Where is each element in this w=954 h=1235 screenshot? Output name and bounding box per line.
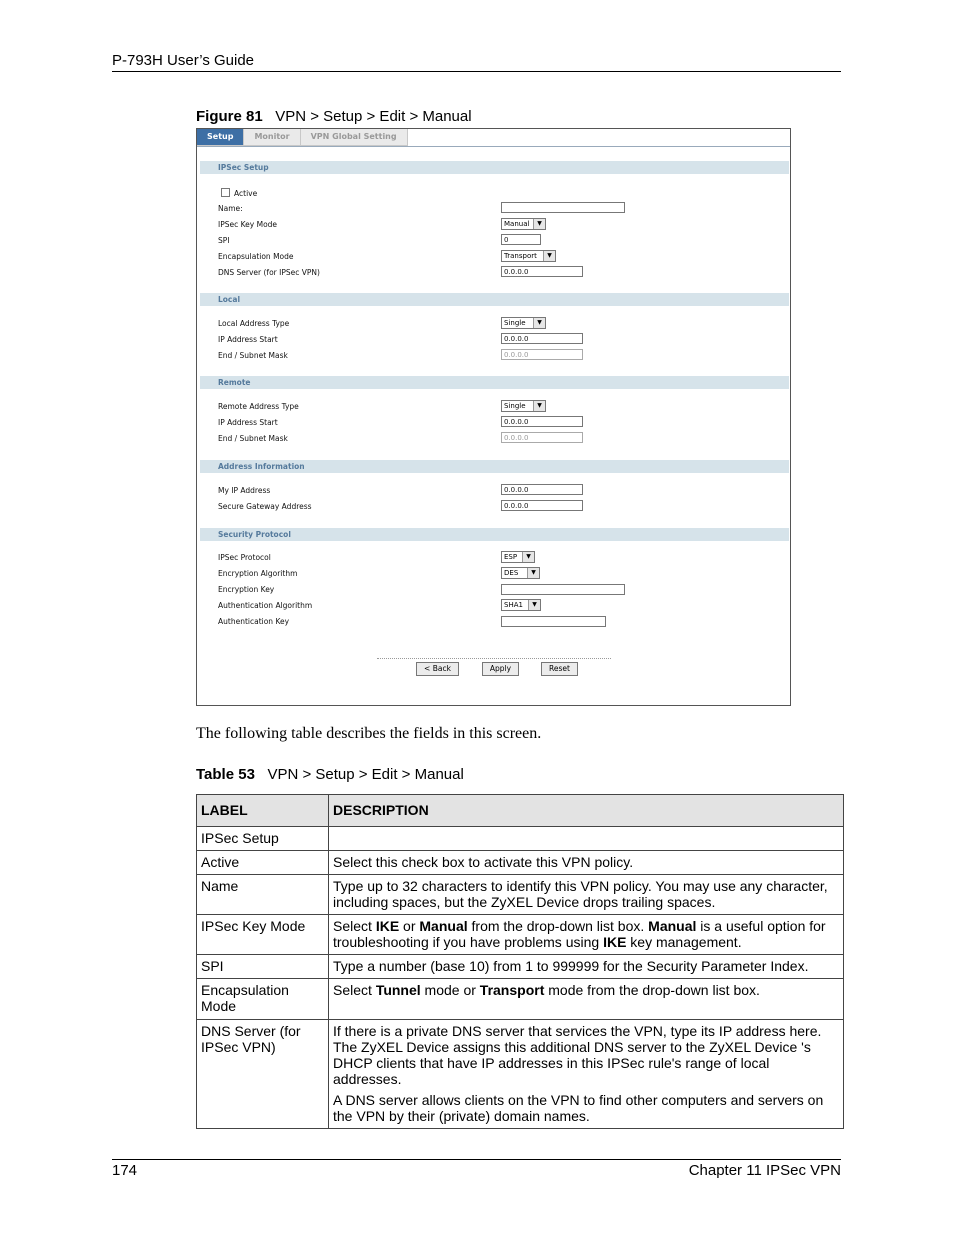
table-row bbox=[197, 979, 844, 1020]
local-address-type-select[interactable] bbox=[501, 317, 546, 329]
ipsec-protocol-label: IPSec Protocol bbox=[218, 553, 271, 562]
text-run: mode from the drop-down list box. bbox=[544, 982, 760, 998]
tab-bar bbox=[197, 129, 408, 146]
text-run: mode or bbox=[420, 982, 480, 998]
active-checkbox[interactable] bbox=[221, 188, 230, 197]
local-address-type-value: Single bbox=[504, 319, 526, 327]
table-row bbox=[197, 875, 844, 915]
section-address-information: Address Information bbox=[200, 460, 789, 473]
encapsulation-mode-label: Encapsulation Mode bbox=[218, 252, 294, 261]
tab-monitor[interactable]: Monitor bbox=[244, 129, 300, 146]
intro-text: The following table describes the fields in this screen. bbox=[196, 725, 542, 742]
table-header-row bbox=[197, 795, 844, 827]
remote-address-type-label: Remote Address Type bbox=[218, 402, 299, 411]
ipsec-protocol-select[interactable] bbox=[501, 551, 535, 563]
row-label: Encapsulation Mode bbox=[197, 979, 329, 1020]
encryption-algorithm-select[interactable] bbox=[501, 567, 540, 579]
section-security-protocol: Security Protocol bbox=[200, 528, 789, 541]
reset-button[interactable]: Reset bbox=[541, 662, 578, 676]
tab-vpn-global-setting[interactable]: VPN Global Setting bbox=[301, 129, 408, 146]
authentication-algorithm-label: Authentication Algorithm bbox=[218, 601, 313, 610]
description-paragraph: If there is a private DNS server that services the VPN, type its IP address here. The ZyXEL Device assigns this additional DNS server to the ZyXEL Device 's DHCP clients that have IP addresses in this IPSec rule's range of local addresses. bbox=[333, 1023, 822, 1087]
back-button[interactable]: < Back bbox=[416, 662, 459, 676]
description-paragraph: A DNS server allows clients on the VPN to find other computers and servers on the VPN by their (private) domain names. bbox=[333, 1092, 824, 1124]
remote-ip-start-input[interactable]: 0.0.0.0 bbox=[501, 416, 583, 427]
spi-label: SPI bbox=[218, 236, 230, 245]
chevron-down-icon: ▼ bbox=[533, 219, 545, 229]
figure-caption bbox=[196, 108, 472, 125]
local-address-type-label: Local Address Type bbox=[218, 319, 290, 328]
name-input[interactable] bbox=[501, 202, 625, 213]
ipsec-key-mode-label: IPSec Key Mode bbox=[218, 220, 278, 229]
description-table bbox=[196, 794, 844, 1129]
encryption-algorithm-value: DES bbox=[504, 569, 519, 577]
row-description bbox=[329, 979, 844, 1020]
apply-button[interactable]: Apply bbox=[482, 662, 519, 676]
active-label: Active bbox=[234, 189, 258, 198]
table-row bbox=[197, 915, 844, 955]
row-description bbox=[329, 827, 844, 851]
row-label: IPSec Setup bbox=[197, 827, 329, 851]
footer-rule bbox=[112, 1159, 841, 1160]
ipsec-key-mode-select[interactable] bbox=[501, 218, 546, 230]
authentication-key-label: Authentication Key bbox=[218, 617, 290, 626]
text-run: key management. bbox=[626, 934, 742, 950]
header-description: DESCRIPTION bbox=[329, 795, 844, 827]
my-ip-label: My IP Address bbox=[218, 486, 271, 495]
button-divider bbox=[377, 658, 611, 659]
encapsulation-mode-value: Transport bbox=[504, 252, 537, 260]
table-row bbox=[197, 827, 844, 851]
header-rule bbox=[112, 71, 841, 72]
row-description bbox=[329, 915, 844, 955]
dns-server-input[interactable]: 0.0.0.0 bbox=[501, 266, 583, 277]
figure-number: Figure 81 bbox=[196, 108, 263, 125]
section-remote: Remote bbox=[200, 376, 789, 389]
table-number: Table 53 bbox=[196, 766, 255, 783]
chapter-title: Chapter 11 IPSec VPN bbox=[688, 1162, 841, 1179]
row-description: Type up to 32 characters to identify this VPN policy. You may use any character, including spaces, but the ZyXEL Device drops trailing spaces. bbox=[329, 875, 844, 915]
ipsec-key-mode-value: Manual bbox=[504, 220, 530, 228]
remote-end-mask-input[interactable]: 0.0.0.0 bbox=[501, 432, 583, 443]
remote-end-mask-label: End / Subnet Mask bbox=[218, 434, 288, 443]
tab-divider bbox=[197, 146, 790, 147]
header-label: LABEL bbox=[197, 795, 329, 827]
text-run: Select bbox=[333, 982, 376, 998]
local-ip-start-label: IP Address Start bbox=[218, 335, 278, 344]
figure-title: VPN > Setup > Edit > Manual bbox=[275, 108, 472, 125]
guide-title: P-793H User’s Guide bbox=[112, 52, 255, 69]
text-run: Select bbox=[333, 918, 376, 934]
my-ip-input[interactable]: 0.0.0.0 bbox=[501, 484, 583, 495]
encapsulation-mode-select[interactable] bbox=[501, 250, 556, 262]
name-label: Name: bbox=[218, 204, 243, 213]
ipsec-protocol-value: ESP bbox=[504, 553, 518, 561]
bold-run: Tunnel bbox=[375, 982, 421, 998]
dns-server-label: DNS Server (for IPSec VPN) bbox=[218, 268, 320, 277]
remote-address-type-select[interactable] bbox=[501, 400, 546, 412]
chevron-down-icon: ▼ bbox=[527, 568, 539, 578]
bold-run: Manual bbox=[648, 918, 697, 934]
local-end-mask-label: End / Subnet Mask bbox=[218, 351, 288, 360]
text-run: or bbox=[399, 918, 420, 934]
table-caption bbox=[196, 766, 464, 783]
encryption-key-input[interactable] bbox=[501, 584, 625, 595]
table-title: VPN > Setup > Edit > Manual bbox=[267, 766, 464, 783]
table-row bbox=[197, 1020, 844, 1129]
row-label: Active bbox=[197, 851, 329, 875]
page-number: 174 bbox=[112, 1162, 138, 1179]
section-local: Local bbox=[200, 293, 789, 306]
chevron-down-icon: ▼ bbox=[543, 251, 555, 261]
table-row bbox=[197, 955, 844, 979]
local-ip-start-input[interactable]: 0.0.0.0 bbox=[501, 333, 583, 344]
chevron-down-icon: ▼ bbox=[522, 552, 534, 562]
row-label: Name bbox=[197, 875, 329, 915]
chevron-down-icon: ▼ bbox=[533, 318, 545, 328]
tab-setup[interactable]: Setup bbox=[197, 129, 244, 146]
row-label: IPSec Key Mode bbox=[197, 915, 329, 955]
authentication-algorithm-value: SHA1 bbox=[504, 601, 523, 609]
remote-ip-start-label: IP Address Start bbox=[218, 418, 278, 427]
chevron-down-icon: ▼ bbox=[533, 401, 545, 411]
chevron-down-icon: ▼ bbox=[528, 600, 540, 610]
bold-run: IKE bbox=[603, 934, 627, 950]
row-description: Type a number (base 10) from 1 to 999999 for the Security Parameter Index. bbox=[329, 955, 844, 979]
row-label: DNS Server (for IPSec VPN) bbox=[197, 1020, 329, 1129]
spi-input[interactable]: 0 bbox=[501, 234, 541, 245]
secure-gateway-input[interactable]: 0.0.0.0 bbox=[501, 500, 583, 511]
table-row bbox=[197, 851, 844, 875]
row-label: SPI bbox=[197, 955, 329, 979]
secure-gateway-label: Secure Gateway Address bbox=[218, 502, 312, 511]
row-description bbox=[329, 1020, 844, 1129]
authentication-key-input[interactable] bbox=[501, 616, 606, 627]
bold-run: Manual bbox=[419, 918, 468, 934]
encryption-key-label: Encryption Key bbox=[218, 585, 275, 594]
bold-run: IKE bbox=[375, 918, 400, 934]
section-ipsec-setup: IPSec Setup bbox=[200, 161, 789, 174]
local-end-mask-input[interactable]: 0.0.0.0 bbox=[501, 349, 583, 360]
bold-run: Transport bbox=[479, 982, 545, 998]
vpn-manual-screen bbox=[196, 128, 791, 706]
text-run: is a useful option for troubleshooting if you have problems using bbox=[333, 918, 826, 950]
encryption-algorithm-label: Encryption Algorithm bbox=[218, 569, 298, 578]
row-description: Select this check box to activate this VPN policy. bbox=[329, 851, 844, 875]
text-run: from the drop-down list box. bbox=[467, 918, 649, 934]
authentication-algorithm-select[interactable] bbox=[501, 599, 541, 611]
remote-address-type-value: Single bbox=[504, 402, 526, 410]
